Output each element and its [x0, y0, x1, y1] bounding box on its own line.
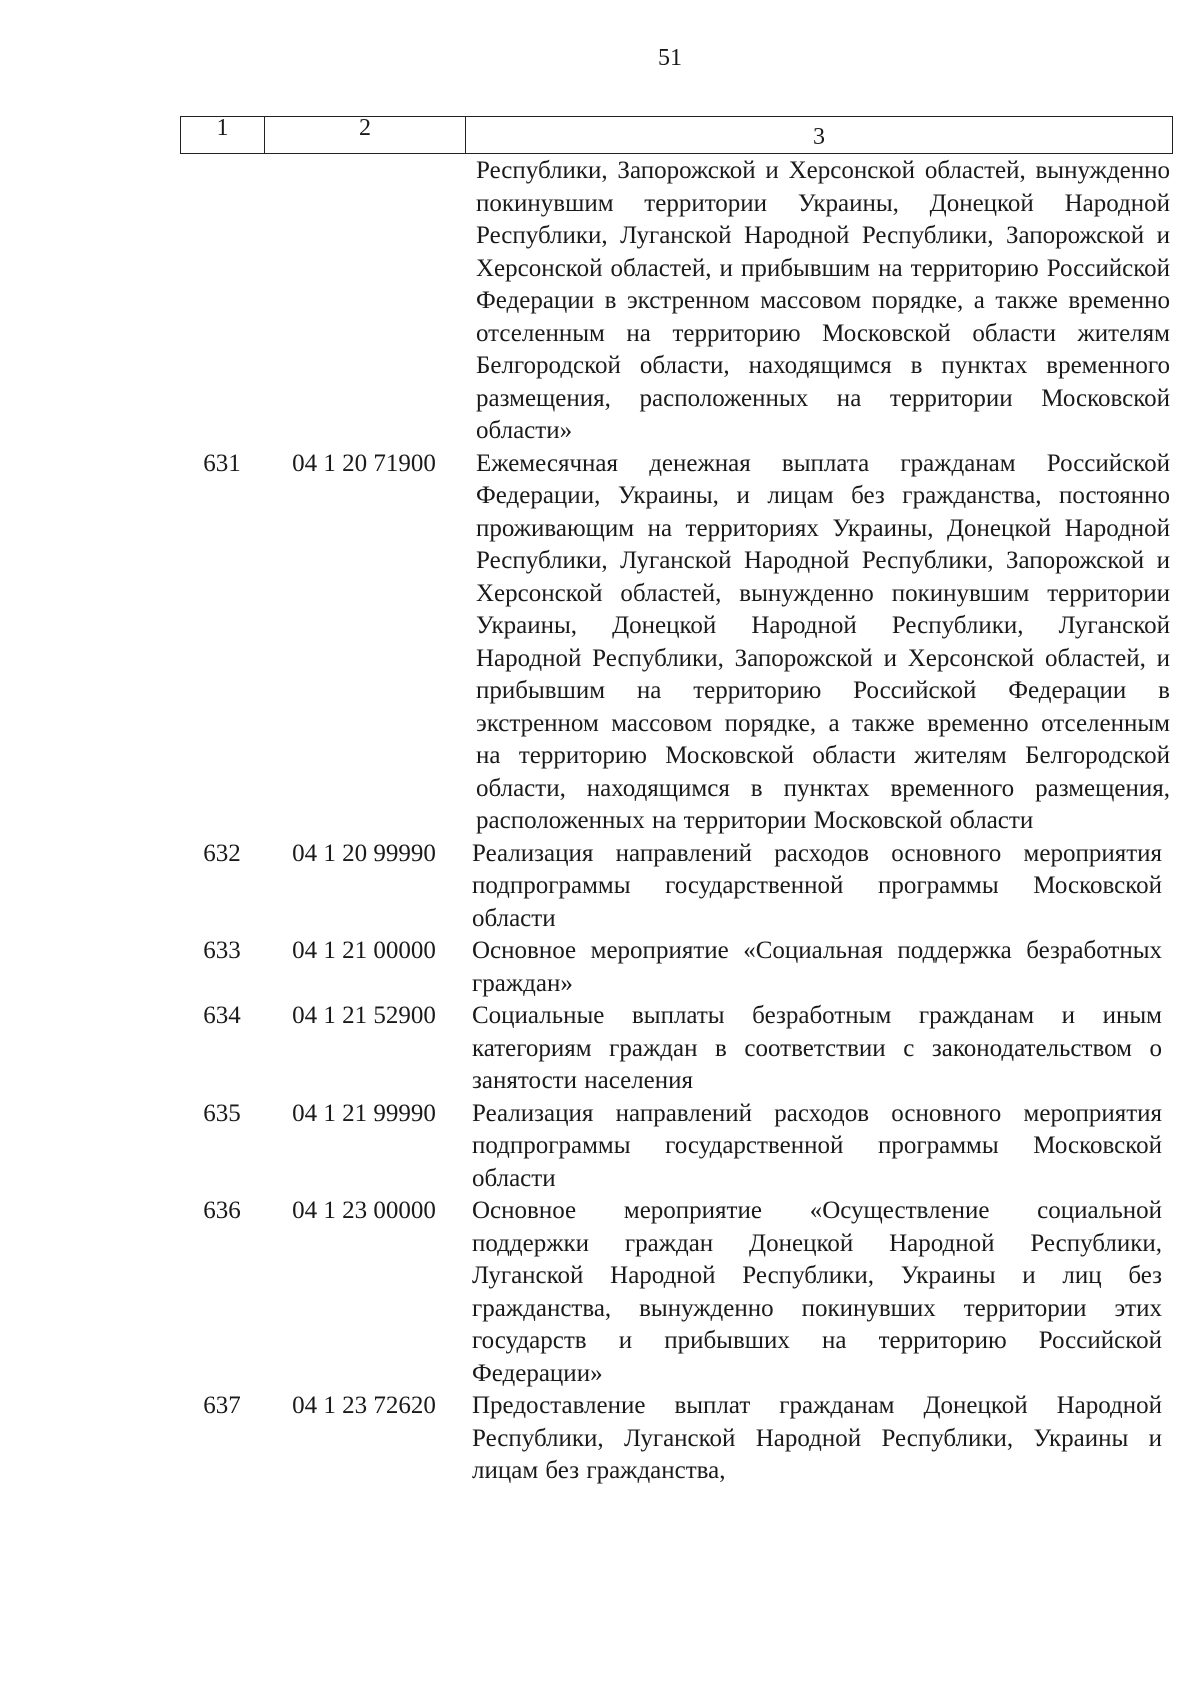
table-body — [0, 155, 1200, 1488]
row-number: 636 — [203, 1197, 241, 1224]
row-code: 04 1 21 52900 — [292, 1002, 436, 1029]
table-row — [0, 155, 1200, 448]
row-description: Реализация направлений расходов основного мероприятия подпрограммы государственной программы Московской области — [472, 1099, 1162, 1192]
row-code: 04 1 21 00000 — [292, 937, 436, 964]
table-row — [0, 448, 1200, 838]
table-row — [0, 838, 1200, 936]
row-code: 04 1 23 72620 — [292, 1392, 436, 1419]
row-description: Реализация направлений расходов основного мероприятия подпрограммы государственной программы Московской области — [472, 839, 1162, 932]
row-number: 637 — [203, 1392, 241, 1419]
row-code: 04 1 23 00000 — [292, 1197, 436, 1224]
row-description: Основное мероприятие «Социальная поддержка безработных граждан» — [472, 937, 1162, 997]
row-number: 631 — [203, 449, 241, 477]
table-row — [0, 1000, 1200, 1098]
table-row — [0, 1390, 1200, 1488]
row-number: 633 — [203, 937, 241, 964]
table-row — [0, 1098, 1200, 1196]
table-row — [0, 1195, 1200, 1390]
table-row — [0, 935, 1200, 1000]
row-number: 635 — [203, 1099, 241, 1127]
table-header-row — [180, 116, 1173, 154]
row-description: Основное мероприятие «Осуществление социальной поддержки граждан Донецкой Народной Республики, Луганской Народной Республики, Украины и лиц без гражданства, вынужденно покинувших территории этих государств и прибывших на территорию Российской Федерации» — [472, 1197, 1162, 1387]
row-number: 632 — [203, 839, 241, 867]
row-description: Предоставление выплат гражданам Донецкой Народной Республики, Луганской Народной Республики, Украины и лицам без гражданства, — [472, 1392, 1162, 1484]
row-code: 04 1 21 99990 — [292, 1099, 436, 1127]
header-col-2: 2 — [265, 117, 466, 153]
row-description: Ежемесячная денежная выплата гражданам Российской Федерации, Украины, и лицам без гражданства, постоянно проживающим на территориях Украины, Донецкой Народной Республики, Луганской Народной Республики, Запорожской и Херсонской областей, вынужденно покинувшим территории Украины, Донецкой Народной Республики, Луганской Народной Республики, Запорожской и Херсонской областей, и прибывшим на территорию Российской Федерации в экстренном массовом порядке, а также временно отселенным на территорию Московской области жителям Белгородской области, находящимся в пунктах временного размещения, расположенных на территории Московской области — [476, 449, 1170, 834]
row-code: 04 1 20 99990 — [292, 839, 436, 867]
header-col-3: 3 — [813, 124, 825, 150]
row-number: 634 — [203, 1002, 241, 1029]
row-description: Республики, Запорожской и Херсонской областей, вынужденно покинувшим территории Украины, Донецкой Народной Республики, Луганской Народной Республики, Запорожской и Херсонской областей, и прибывшим на территорию Российской Федерации в экстренном массовом порядке, а также временно отселенным на территорию Московской области жителям Белгородской области, находящимся в пунктах временного размещения, расположенных на территории Московской области» — [476, 157, 1170, 444]
row-code: 04 1 20 71900 — [292, 449, 436, 477]
row-description: Социальные выплаты безработным гражданам и иным категориям граждан в соответствии с законодательством о занятости населения — [472, 1002, 1162, 1094]
page-number: 51 — [658, 45, 682, 71]
header-col-1: 1 — [181, 117, 265, 153]
